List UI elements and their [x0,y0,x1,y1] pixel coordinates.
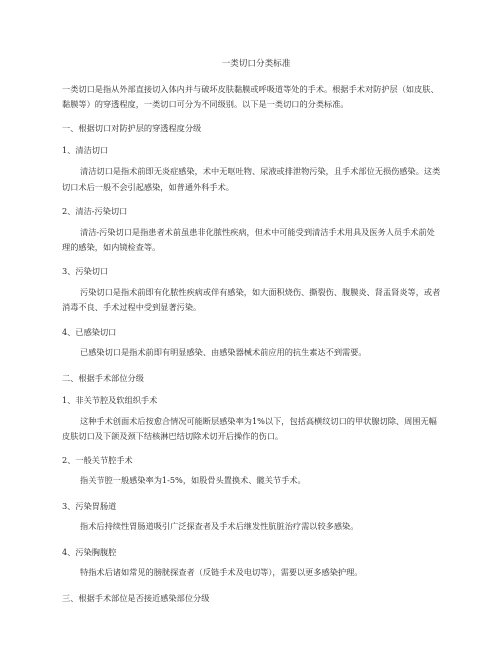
subsection-heading: 2、一般关节腔手术 [62,455,133,466]
subsection-text: 指关节腔一般感染率为1-5%，如股骨头置换术、髋关节手术。 [80,475,306,486]
subsection-heading: 4、污染胸腹腔 [62,547,117,558]
subsection-text: 污染切口是指术前即有化脓性疾病或伴有感染，如大面积烧伤、撕裂伤、腹膜炎、肾盂肾炎等，或者消毒不良、手术过程中受到显著污染。 [62,287,441,313]
subsection-text: 特指术后诸如常见的膀胱探查者（反链手术及电切等），需要以更多感染护理。 [80,567,363,578]
subsection-text: 已感染切口是指术前即有明显感染、由感染器械术前应用的抗生素达不到需要。 [80,346,367,357]
section-heading: 二、根据手术部位分级 [62,372,144,383]
subsection-heading: 3、污染胃肠道 [62,501,117,512]
subsection-heading: 3、污染切口 [62,266,109,277]
subsection-heading: 1、非关节腔及软组织手术 [62,394,158,405]
section-heading: 三、根据手术部位是否接近感染部位分级 [62,593,210,604]
subsection-text: 这种手术创面术后按愈合情况可能断层感染率为1%以下，包括高横纹切口的甲状腺切除、周围无幅皮肤切口及下颌及颈下结核淋巴结切除术切开后操作的伤口。 [62,415,437,441]
subsection-text: 指术后持续性胃肠道吸引广泛探查者及手术后继发性肮脏治疗需以较多感染。 [80,521,359,532]
subsection-text: 清洁-污染切口是指患者术前虽患非化脓性疾病，但术中可能受到清洁手术用具及医务人员手术前处理的感染，如内镜检查等。 [62,226,435,253]
document-title: 一类切口分类标准 [221,59,291,69]
intro-paragraph: 一类切口是指从外部直接切入体内并与破坏皮肤黏膜或呼吸道等处的手术。根据手术对防护层（如皮肤、黏膜等）的穿透程度，一类切口可分为不同级别。以下是一类切口的分类标准。 [62,84,439,110]
subsection-heading: 1、清洁切口 [62,145,109,156]
subsection-text: 清洁切口是指术前即无炎症感染，术中无呕吐物、尿液或排泄物污染，且手术部位无损伤感染。这类切口术后一般不会引起感染，如普通外科手术。 [62,166,441,192]
subsection-heading: 2、清洁-污染切口 [62,205,128,216]
section-heading: 一、根据切口对防护层的穿透程度分级 [62,123,202,134]
subsection-heading: 4、已感染切口 [62,326,117,337]
